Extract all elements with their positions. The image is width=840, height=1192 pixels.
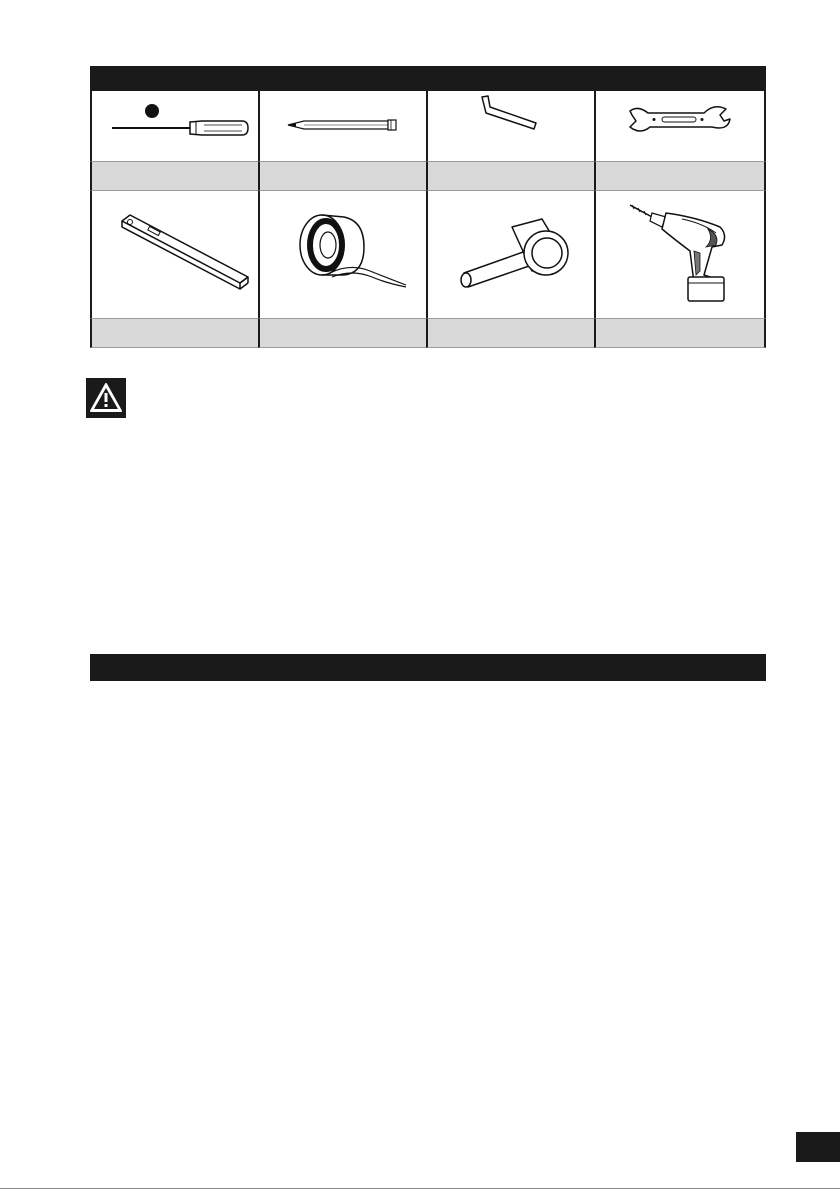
tool-cell-power-drill xyxy=(594,191,766,318)
tool-label-spirit-level xyxy=(90,318,260,348)
tool-label-hex-key xyxy=(426,161,596,191)
tool-cell-socket-wrench xyxy=(426,191,596,318)
tool-label-wrench xyxy=(594,161,766,191)
tool-label-pencil xyxy=(258,161,428,191)
wrench-icon xyxy=(596,91,764,161)
spirit-level-icon xyxy=(92,191,258,318)
tools-header-bar xyxy=(90,66,766,91)
section-header-bar xyxy=(90,654,766,681)
screwdriver-icon xyxy=(92,91,258,161)
power-drill-icon xyxy=(596,191,764,318)
tool-cell-pencil xyxy=(258,91,428,161)
tools-grid xyxy=(90,91,766,348)
tool-cell-wrench xyxy=(594,91,766,161)
tool-cell-hex-key xyxy=(426,91,596,161)
tool-cell-tape-roll xyxy=(258,191,428,318)
tool-cell-spirit-level xyxy=(90,191,260,318)
bottom-rule xyxy=(0,1188,840,1189)
tool-label-tape-roll xyxy=(258,318,428,348)
page-number-tab xyxy=(796,1132,840,1162)
hex-key-icon xyxy=(428,91,594,161)
tool-label-power-drill xyxy=(594,318,766,348)
socket-wrench-icon xyxy=(428,191,594,318)
tool-label-screwdriver xyxy=(90,161,260,191)
tool-label-socket-wrench xyxy=(426,318,596,348)
warning-triangle-icon xyxy=(86,378,126,418)
pencil-icon xyxy=(260,91,426,161)
tool-cell-screwdriver xyxy=(90,91,260,161)
tape-roll-icon xyxy=(260,191,426,318)
